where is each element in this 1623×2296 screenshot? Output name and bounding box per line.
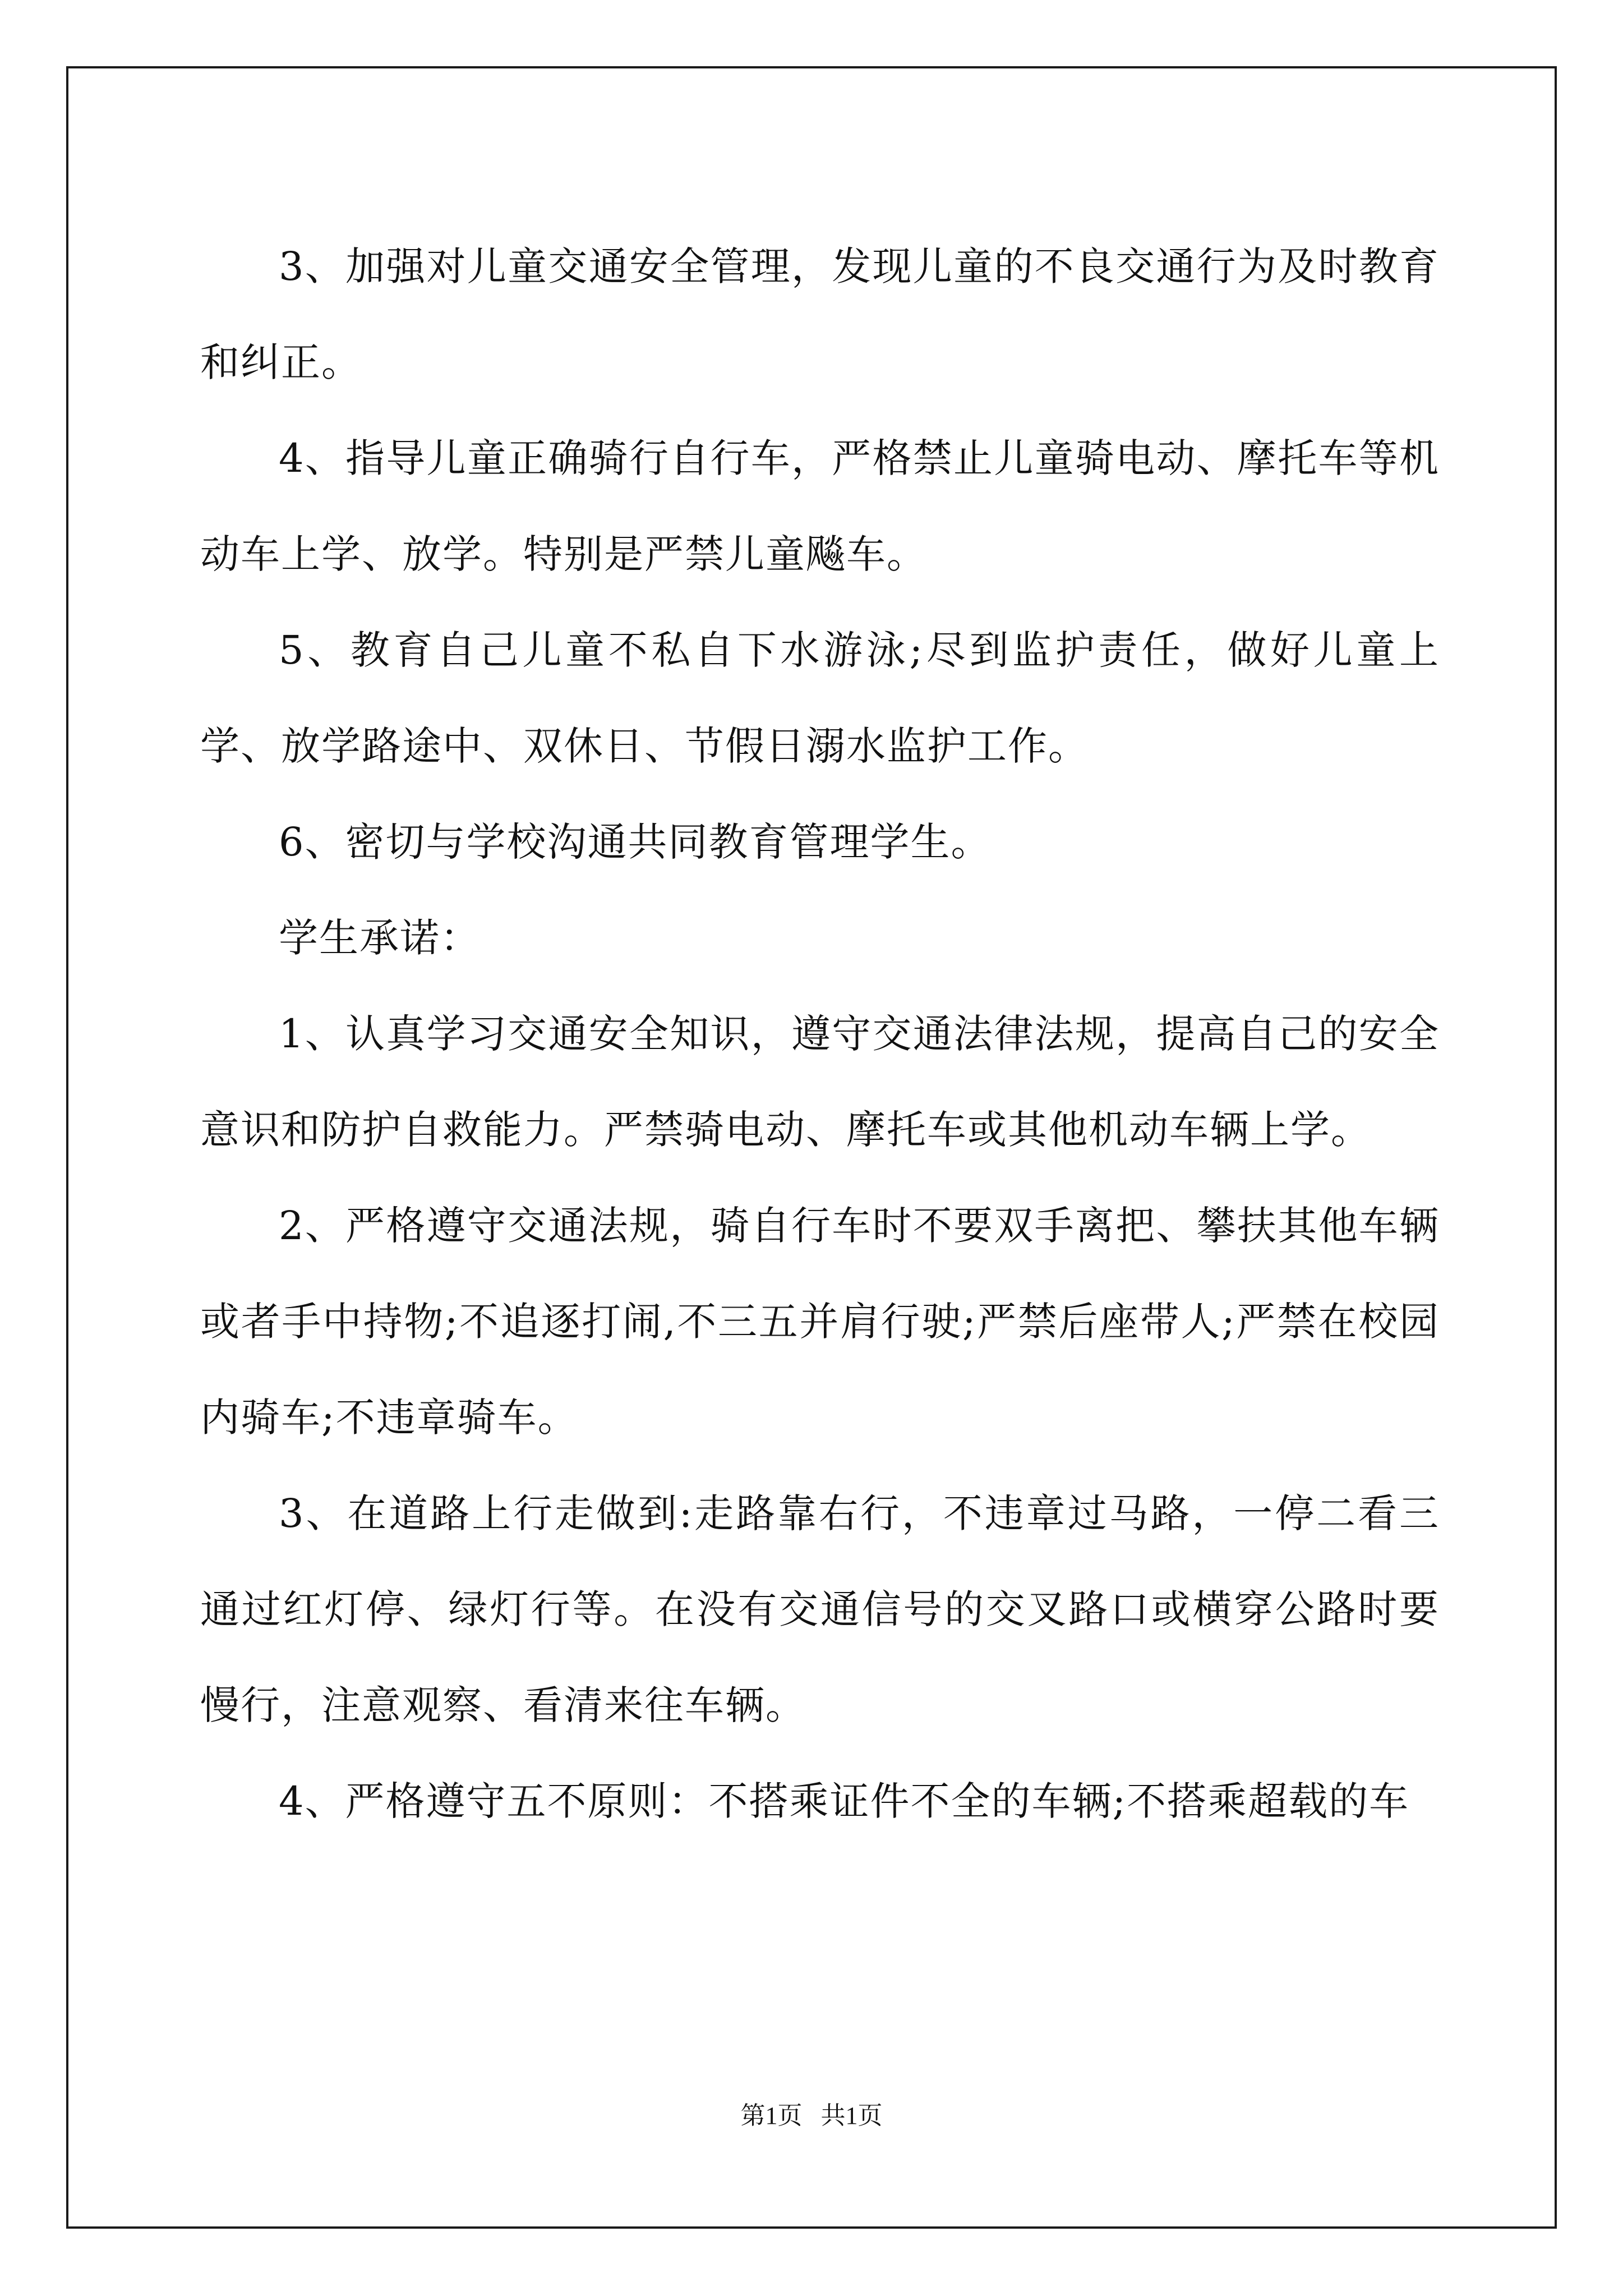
- paragraph-student-4: 4、严格遵守五不原则：不搭乘证件不全的车辆;不搭乘超载的车: [279, 1778, 1410, 1824]
- paragraph-student-2: 2、严格遵守交通法规，骑自行车时不要双手离把、攀扶其他车辆或者手中持物;不追逐打闹,不三五并肩行驶;严禁后座带人;严禁在校园内骑车;不违章骑车。: [200, 1203, 1440, 1441]
- paragraph-parent-4: 4、指导儿童正确骑行自行车，严格禁止儿童骑电动、摩托车等机动车上学、放学。特别是严禁儿童飚车。: [200, 435, 1440, 577]
- paragraph-student-3: 3、在道路上行走做到:走路靠右行，不违章过马路，一停二看三通过红灯停、绿灯行等。在没有交通信号的交叉路口或横穿公路时要慢行，注意观察、看清来往车辆。: [200, 1490, 1440, 1728]
- page-number: 第1页: [740, 2102, 803, 2129]
- page-footer: [0, 2095, 1623, 2131]
- paragraph-parent-6: 6、密切与学校沟通共同教育管理学生。: [279, 819, 992, 865]
- document-body: [200, 219, 1440, 1849]
- section-heading-student-pledge: 学生承诺：: [279, 915, 481, 961]
- page-total: 共1页: [820, 2102, 883, 2129]
- paragraph-parent-5: 5、教育自己儿童不私自下水游泳;尽到监护责任，做好儿童上学、放学路途中、双休日、节假日溺水监护工作。: [200, 627, 1440, 769]
- paragraph-student-1: 1、认真学习交通安全知识，遵守交通法律法规，提高自己的安全意识和防护自救能力。严禁骑电动、摩托车或其他机动车辆上学。: [200, 1011, 1440, 1153]
- paragraph-parent-3: 3、加强对儿童交通安全管理，发现儿童的不良交通行为及时教育和纠正。: [200, 243, 1440, 385]
